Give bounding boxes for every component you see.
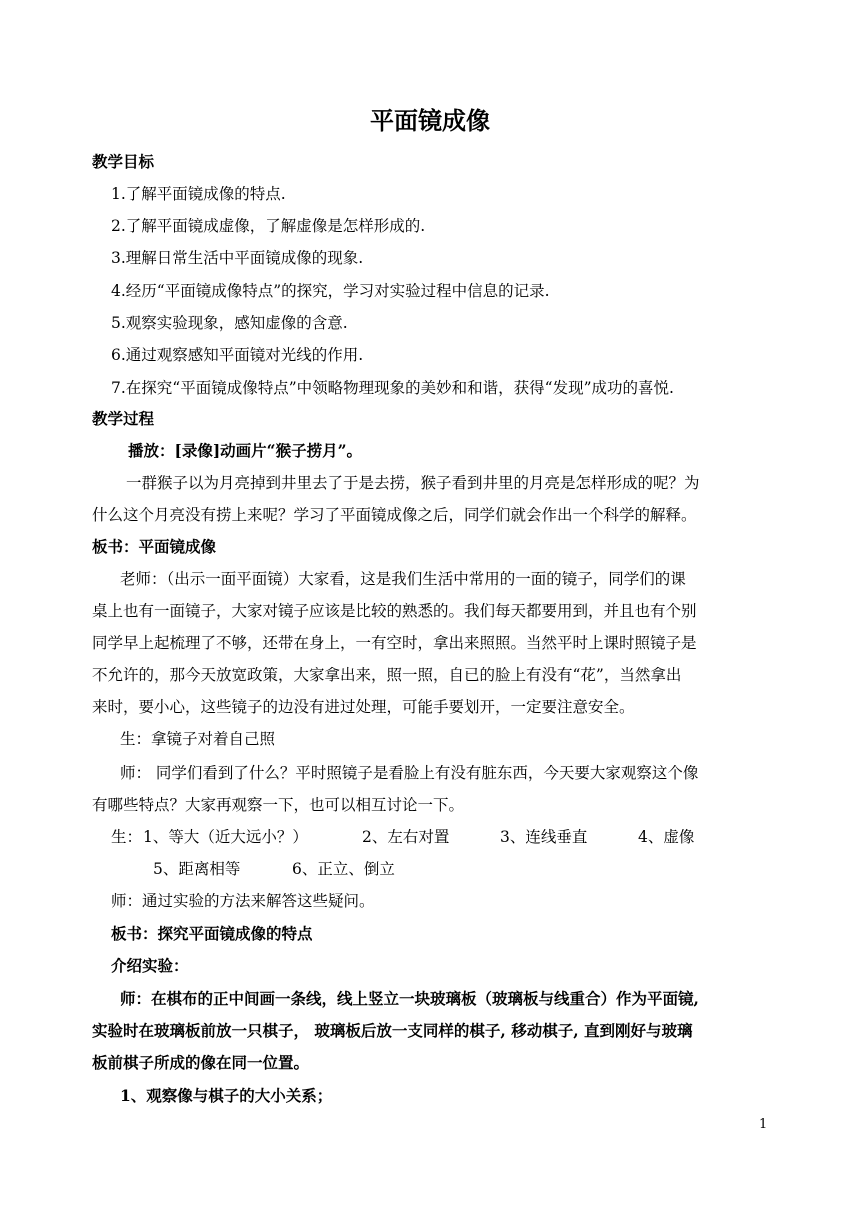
objective-item: 4.经历“平面镜成像特点”的探究，学习对实验过程中信息的记录. — [111, 282, 550, 300]
page-number: 1 — [759, 1117, 768, 1132]
board-note: 板书：平面镜成像 — [92, 537, 217, 556]
student-point: 6、正立、倒立 — [292, 860, 395, 878]
objective-item: 1.了解平面镜成像的特点. — [111, 185, 286, 203]
teacher-paragraph-line: 来时，要小心，这些镜子的边没有进过处理，可能手要划开，一定要注意安全。 — [92, 698, 635, 716]
intro-paragraph-line: 一群猴子以为月亮掉到井里去了于是去捞，猴子看到井里的月亮是怎样形成的呢？为 — [126, 474, 700, 492]
student-point: 3、连线垂直 — [500, 828, 588, 846]
experiment-step: 1、观察像与棋子的大小关系； — [120, 1086, 333, 1105]
board-note: 板书：探究平面镜成像的特点 — [111, 924, 313, 943]
student-prefix: 生： — [111, 828, 143, 846]
objective-item: 3.理解日常生活中平面镜成像的现象. — [111, 249, 364, 267]
student-line: 生：拿镜子对着自己照 — [120, 730, 276, 748]
objective-item: 5.观察实验现象，感知虚像的含意. — [111, 314, 348, 332]
teacher-paragraph-line: 同学早上起梳理了不够，还带在身上，一有空时，拿出来照照。当然平时上课时照镜子是 — [92, 634, 697, 652]
objective-item: 7.在探究“平面镜成像特点”中领略物理现象的美妙和和谐，获得“发现”成功的喜悦. — [111, 379, 674, 397]
experiment-heading: 介绍实验： — [111, 956, 189, 975]
experiment-paragraph-line: 师：在棋布的正中间画一条线，线上竖立一块玻璃板（玻璃板与线重合）作为平面镜, — [120, 989, 699, 1008]
student-point: 5、距离相等 — [153, 860, 241, 878]
experiment-paragraph-line: 实验时在玻璃板前放一只棋子， 玻璃板后放一支同样的棋子, 移动棋子, 直到刚好与玻璃 — [92, 1021, 693, 1040]
teacher-paragraph-line: 桌上也有一面镜子，大家对镜子应该是比较的熟悉的。我们每天都要用到，并且也有个别 — [92, 602, 697, 620]
intro-paragraph-line: 什么这个月亮没有捞上来呢？学习了平面镜成像之后，同学们就会作出一个科学的解释。 — [92, 506, 697, 524]
objective-item: 6.通过观察感知平面镜对光线的作用. — [111, 346, 364, 364]
teacher-line: 师： 同学们看到了什么？平时照镜子是看脸上有没有脏东西，今天要大家观察这个像 — [120, 764, 699, 782]
teacher-line: 师：通过实验的方法来解答这些疑问。 — [111, 892, 375, 910]
page-title: 平面镜成像 — [370, 107, 490, 135]
experiment-paragraph-line: 板前棋子所成的像在同一位置。 — [92, 1053, 310, 1072]
student-point: 1、等大（近大远小？） — [143, 828, 308, 846]
teacher-line: 有哪些特点？大家再观察一下，也可以相互讨论一下。 — [92, 796, 465, 814]
play-line: 播放：[录像]动画片“猴子捞月”。 — [128, 441, 362, 460]
objective-item: 2.了解平面镜成虚像，了解虚像是怎样形成的. — [111, 217, 426, 235]
student-point: 2、左右对置 — [362, 828, 450, 846]
process-heading: 教学过程 — [92, 409, 155, 428]
student-point: 4、虚像 — [638, 828, 695, 846]
teacher-paragraph-line: 老师：（出示一面平面镜）大家看，这是我们生活中常用的一面的镜子，同学们的课 — [120, 570, 686, 588]
objectives-heading: 教学目标 — [92, 152, 155, 171]
teacher-paragraph-line: 不允许的，那今天放宽政策，大家拿出来，照一照，自已的脸上有没有“花”，当然拿出 — [92, 666, 682, 684]
